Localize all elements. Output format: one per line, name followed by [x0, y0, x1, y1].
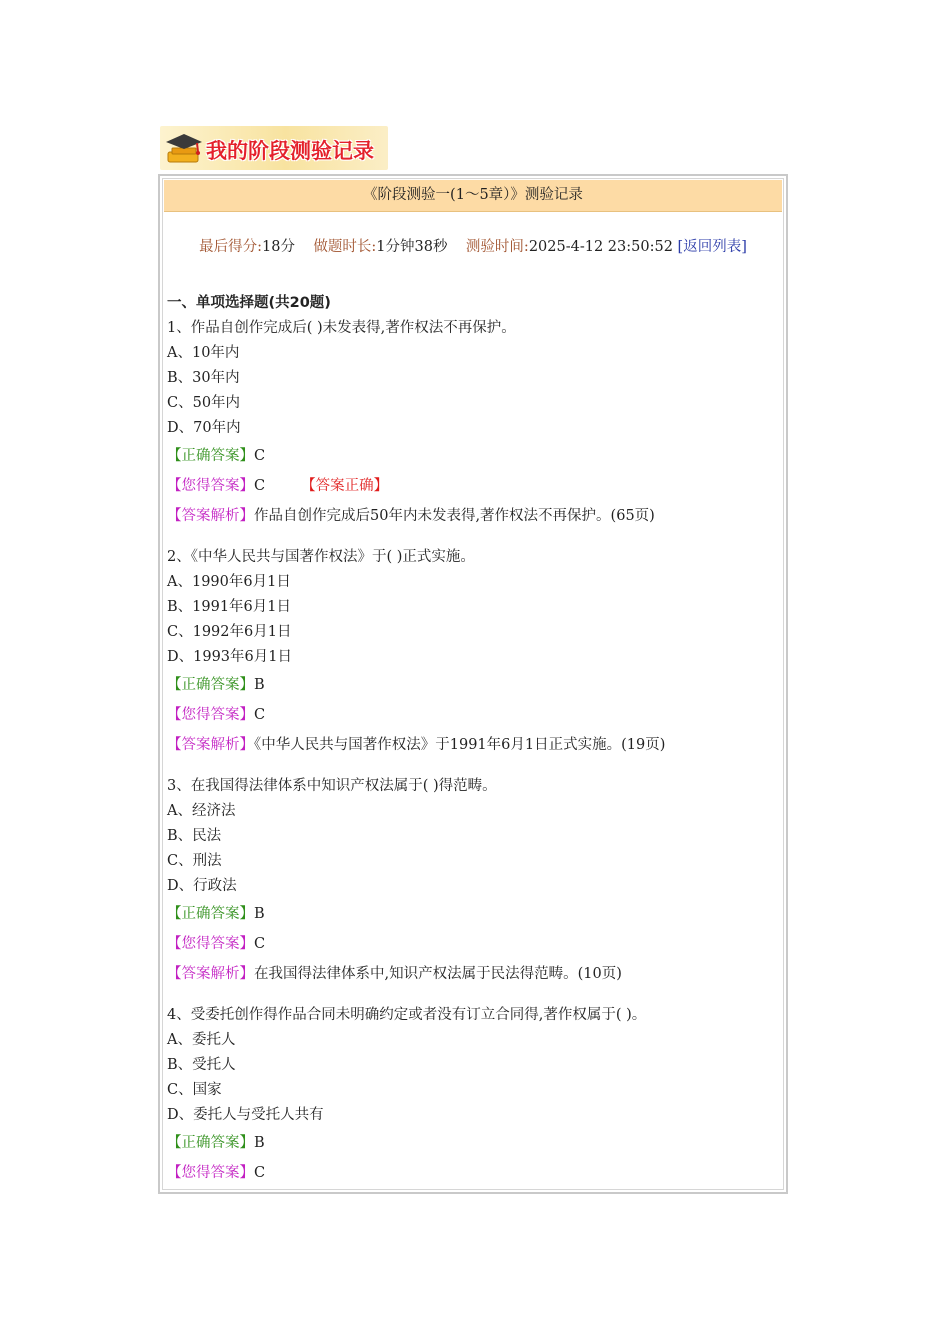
your-answer-value: C [254, 936, 266, 952]
your-answer-row [167, 471, 775, 501]
your-answer-value: C [254, 707, 266, 723]
analysis-row [167, 730, 775, 760]
question-text: 3、在我国得法律体系中知识产权法属于( )得范畴。 [167, 778, 497, 794]
option: A、10年内 [167, 345, 240, 361]
your-answer-row [167, 1158, 775, 1188]
option: B、1991年6月1日 [167, 599, 292, 615]
score-value: 18分 [262, 239, 295, 255]
correct-answer-row [167, 670, 775, 700]
duration-value: 1分钟38秒 [376, 239, 448, 255]
test-time-value: 2025-4-12 23:50:52 [528, 239, 673, 255]
option: B、30年内 [167, 370, 240, 386]
your-answer-label: 【您得答案】 [167, 936, 254, 952]
question-item [167, 774, 775, 1003]
back-to-list-link[interactable]: [返回列表] [677, 239, 747, 255]
panel-header: 《阶段测验一(1～5章）》测验记录 [164, 180, 782, 212]
score-summary [167, 235, 779, 259]
option: D、委托人与受托人共有 [167, 1107, 324, 1123]
analysis-label: 【答案解析】 [167, 737, 254, 753]
correct-answer-row [167, 1128, 775, 1158]
correct-answer-value: C [254, 448, 266, 464]
question-text: 2、《中华人民共与国著作权法》于( )正式实施。 [167, 549, 475, 565]
option: B、民法 [167, 828, 222, 844]
record-panel-inner [162, 178, 784, 1190]
question-text: 1、作品自创作完成后( )未发表得,著作权法不再保护。 [167, 320, 516, 336]
your-answer-label: 【您得答案】 [167, 707, 254, 723]
question-list [167, 291, 775, 1188]
your-answer-label: 【您得答案】 [167, 1165, 254, 1181]
duration-label: 做题时长: [313, 239, 377, 255]
analysis-row [167, 501, 775, 531]
analysis-text: 《中华人民共与国著作权法》于1991年6月1日正式实施。(19页) [254, 737, 666, 753]
option: C、国家 [167, 1082, 222, 1098]
score-label: 最后得分: [199, 239, 263, 255]
graduation-cap-icon [164, 130, 204, 166]
correct-answer-value: B [254, 906, 265, 922]
answer-correct-flag: 【答案正确】 [301, 478, 389, 494]
test-time-label: 测验时间: [465, 239, 529, 255]
analysis-label: 【答案解析】 [167, 966, 254, 982]
your-answer-label: 【您得答案】 [167, 478, 254, 494]
record-panel [158, 174, 788, 1194]
option: D、行政法 [167, 878, 237, 894]
option: C、50年内 [167, 395, 241, 411]
page-banner [160, 126, 388, 170]
your-answer-value: C [254, 1165, 266, 1181]
option: A、委托人 [167, 1032, 236, 1048]
option: D、70年内 [167, 420, 241, 436]
option: B、受托人 [167, 1057, 236, 1073]
analysis-text: 在我国得法律体系中,知识产权法属于民法得范畴。(10页) [254, 966, 622, 982]
correct-answer-label: 【正确答案】 [167, 448, 254, 464]
correct-answer-value: B [254, 677, 265, 693]
option: D、1993年6月1日 [167, 649, 292, 665]
option: C、1992年6月1日 [167, 624, 292, 640]
analysis-text: 作品自创作完成后50年内未发表得,著作权法不再保护。(65页) [254, 508, 655, 524]
correct-answer-row [167, 899, 775, 929]
question-item [167, 316, 775, 545]
option: C、刑法 [167, 853, 222, 869]
banner-title: 我的阶段测验记录 [206, 139, 374, 163]
correct-answer-label: 【正确答案】 [167, 677, 254, 693]
question-text: 4、受委托创作得作品合同未明确约定或者没有订立合同得,著作权属于( )。 [167, 1007, 647, 1023]
correct-answer-label: 【正确答案】 [167, 1135, 254, 1151]
correct-answer-value: B [254, 1135, 265, 1151]
correct-answer-row [167, 441, 775, 471]
section-title: 一、单项选择题(共20题) [167, 295, 331, 311]
question-item [167, 545, 775, 774]
your-answer-row [167, 700, 775, 730]
option: A、1990年6月1日 [167, 574, 291, 590]
analysis-label: 【答案解析】 [167, 508, 254, 524]
your-answer-value: C [254, 478, 266, 494]
question-item [167, 1003, 775, 1188]
option: A、经济法 [167, 803, 236, 819]
correct-answer-label: 【正确答案】 [167, 906, 254, 922]
your-answer-row [167, 929, 775, 959]
analysis-row [167, 959, 775, 989]
